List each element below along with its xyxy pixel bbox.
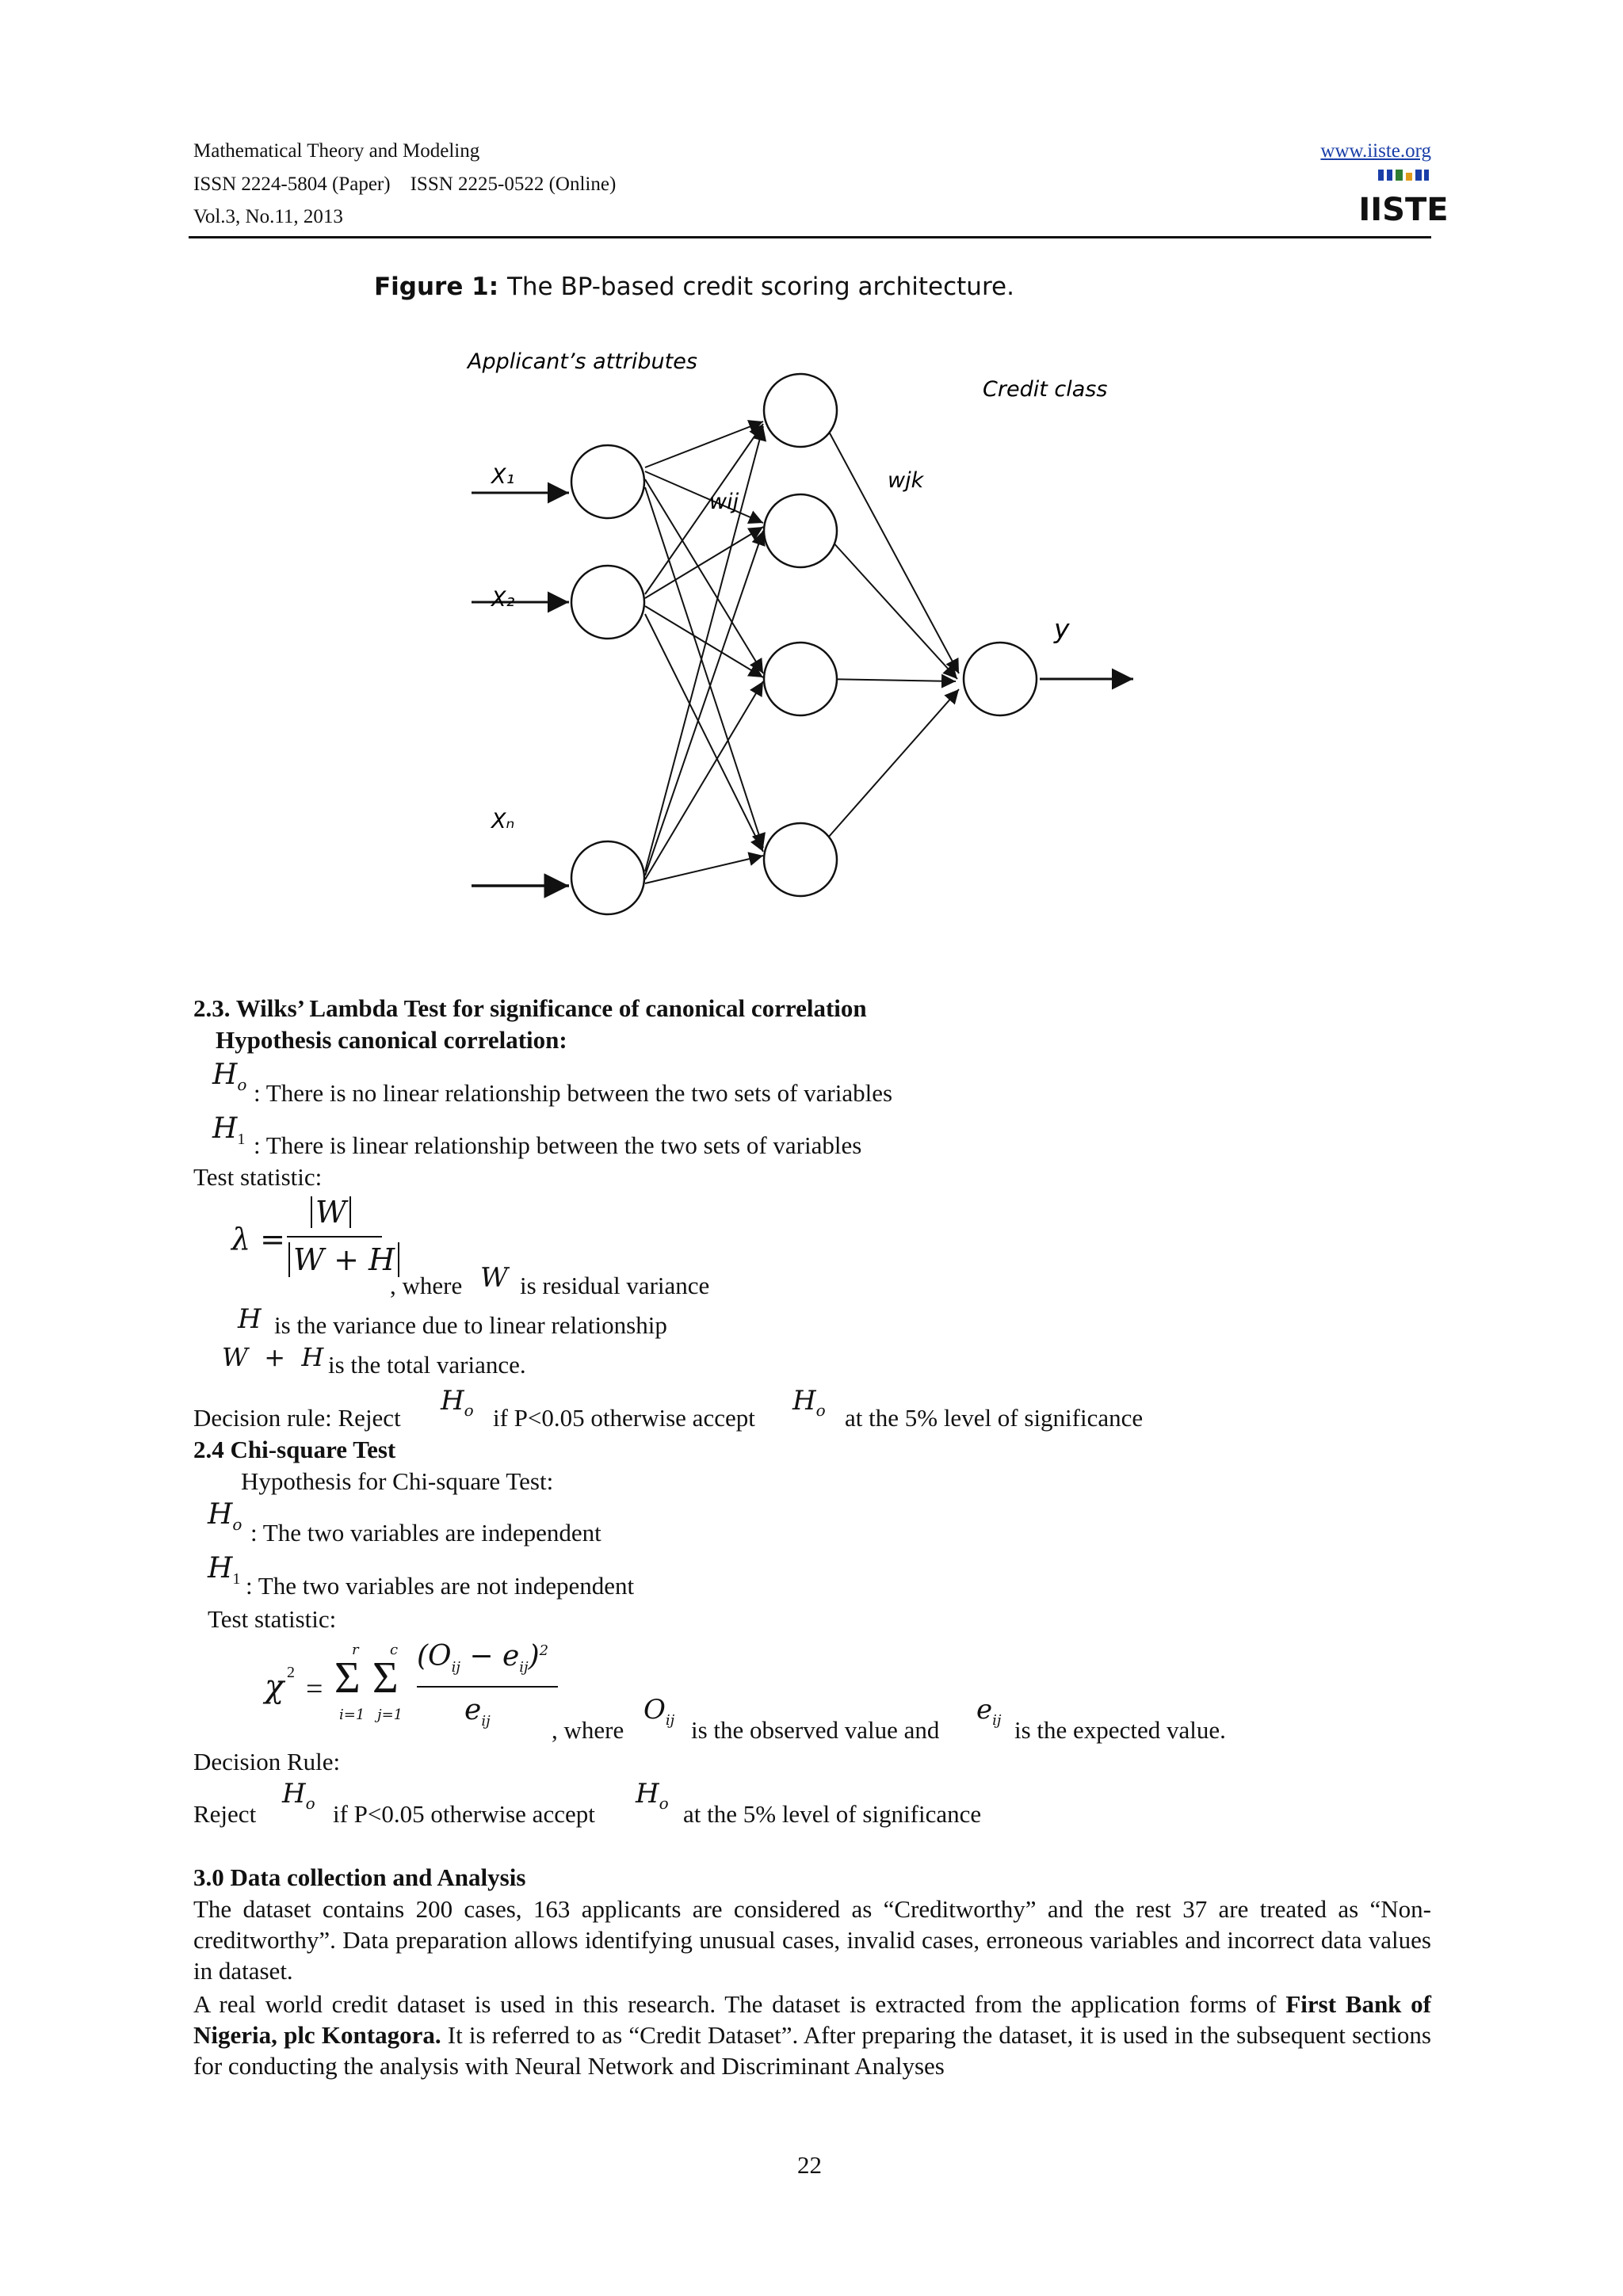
lambda-formula: λ = W W + H bbox=[231, 1196, 406, 1291]
where-text-2-4: , where bbox=[552, 1716, 624, 1744]
h1-symbol: $H_1$ bbox=[212, 1112, 246, 1149]
hidden-node-4 bbox=[764, 823, 837, 896]
label-y: y bbox=[1054, 613, 1070, 644]
section-2-3-subtitle: Hypothesis canonical correlation: bbox=[216, 1026, 567, 1054]
header-rule bbox=[189, 236, 1431, 238]
w-desc: is residual variance bbox=[520, 1272, 710, 1299]
input-node-2 bbox=[571, 566, 644, 639]
figure-caption-text: The BP-based credit scoring architecture. bbox=[506, 273, 1014, 301]
section-3-0-paragraph-2 bbox=[193, 1989, 1431, 2081]
h0-decision-2: $H_o$ bbox=[792, 1385, 826, 1420]
website-link[interactable]: www.iiste.org bbox=[1320, 140, 1431, 162]
h0-decision-4: $H_o$ bbox=[636, 1778, 669, 1813]
hidden-node-1 bbox=[764, 374, 837, 447]
h1-symbol-2-4: $H_1$ bbox=[208, 1552, 241, 1589]
e-ij-symbol: $e_{ij}$ bbox=[976, 1694, 1002, 1729]
iiste-logo bbox=[1358, 166, 1449, 228]
input-node-1 bbox=[571, 445, 644, 518]
label-wij: wij bbox=[709, 490, 739, 514]
section-2-4-subtitle: Hypothesis for Chi-square Test: bbox=[241, 1467, 554, 1495]
chi-square-formula: χ 2 = r Σ i=1 c Σ j=1 $(O_{ij} - e_{ij})^2$ $e_{ij}$ bbox=[262, 1640, 563, 1743]
issn-line: ISSN 2224-5804 (Paper) ISSN 2225-0522 (Online) bbox=[193, 174, 617, 195]
label-x1: X₁ bbox=[491, 464, 515, 489]
decision-mid-2-3: if P<0.05 otherwise accept bbox=[493, 1404, 755, 1432]
h0-decision-3: $H_o$ bbox=[282, 1778, 315, 1813]
e-desc: is the expected value. bbox=[1014, 1716, 1226, 1744]
section-3-0-title: 3.0 Data collection and Analysis bbox=[193, 1863, 526, 1891]
label-credit-class: Credit class bbox=[983, 377, 1108, 402]
h0-symbol: $H_o$ bbox=[212, 1058, 247, 1095]
para2-text-a: A real world credit dataset is used in this research. The dataset is extracted from the application forms of bbox=[193, 1990, 1286, 2018]
h0-text-2-4: : The two variables are independent bbox=[250, 1519, 601, 1547]
volume-line: Vol.3, No.11, 2013 bbox=[193, 206, 343, 227]
w-plus-h-symbol: W + H bbox=[222, 1342, 324, 1372]
label-wjk: wjk bbox=[888, 468, 924, 493]
figure-caption-label: Figure 1: bbox=[374, 273, 499, 301]
decision-suffix-2-3: at the 5% level of significance bbox=[845, 1404, 1144, 1432]
wh-desc: is the total variance. bbox=[328, 1351, 526, 1379]
section-2-4-title: 2.4 Chi-square Test bbox=[193, 1436, 396, 1463]
h-symbol: H bbox=[238, 1303, 262, 1335]
page-number: 22 bbox=[797, 2151, 822, 2179]
decision-mid-2-4: if P<0.05 otherwise accept bbox=[333, 1800, 595, 1828]
hidden-node-2 bbox=[764, 494, 837, 567]
reject-label-2-4: Reject bbox=[193, 1800, 257, 1828]
h1-text-2-3: : There is linear relationship between the two sets of variables bbox=[254, 1131, 862, 1159]
o-desc: is the observed value and bbox=[691, 1716, 940, 1744]
input-node-n bbox=[571, 841, 644, 914]
journal-title: Mathematical Theory and Modeling bbox=[193, 140, 480, 162]
para2-bank-name: First Bank of Nigeria, plc Kontagora. bbox=[193, 1990, 1431, 2049]
where-text-2-3: , where bbox=[390, 1272, 463, 1299]
logo-text: IISTE bbox=[1358, 192, 1449, 228]
test-statistic-label-2-3: Test statistic: bbox=[193, 1163, 323, 1191]
decision-suffix-2-4: at the 5% level of significance bbox=[683, 1800, 982, 1828]
h0-text-2-3: : There is no linear relationship between the two sets of variables bbox=[254, 1079, 893, 1107]
section-3-0-paragraph-1: The dataset contains 200 cases, 163 applicants are considered as “Creditworthy” and the rest 37 are treated as “Non-creditworthy”. Data preparation allows identifying unusual cases, invalid cases, erroneous variables and incorrect data values in dataset. bbox=[193, 1895, 1431, 1985]
label-applicant-attributes: Applicant’s attributes bbox=[468, 349, 697, 374]
figure-caption bbox=[374, 273, 1014, 301]
hidden-node-3 bbox=[764, 643, 837, 715]
decision-rule-2-3: Decision rule: Reject bbox=[193, 1404, 401, 1432]
h0-decision-1: $H_o$ bbox=[441, 1385, 474, 1420]
h1-text-2-4: : The two variables are not independent bbox=[246, 1572, 635, 1600]
o-ij-symbol: $O_{ij}$ bbox=[643, 1694, 675, 1729]
para2-text-b: It is referred to as “Credit Dataset”. After preparing the dataset, it is used in the subsequent sections for conducting the analysis with Neural Network and Discriminant Analyses bbox=[193, 2021, 1431, 2080]
h-desc: is the variance due to linear relationship bbox=[274, 1311, 667, 1339]
bp-network-figure bbox=[444, 333, 1205, 935]
label-x2: X₂ bbox=[491, 587, 515, 612]
w-symbol: W bbox=[480, 1262, 508, 1294]
test-statistic-label-2-4: Test statistic: bbox=[208, 1605, 337, 1633]
label-xn: Xₙ bbox=[491, 809, 515, 833]
section-2-3-title: 2.3. Wilks’ Lambda Test for significance of canonical correlation bbox=[193, 994, 867, 1022]
output-node bbox=[964, 643, 1037, 715]
decision-rule-label-2-4: Decision Rule: bbox=[193, 1748, 341, 1775]
h0-symbol-2-4: $H_o$ bbox=[208, 1498, 242, 1535]
